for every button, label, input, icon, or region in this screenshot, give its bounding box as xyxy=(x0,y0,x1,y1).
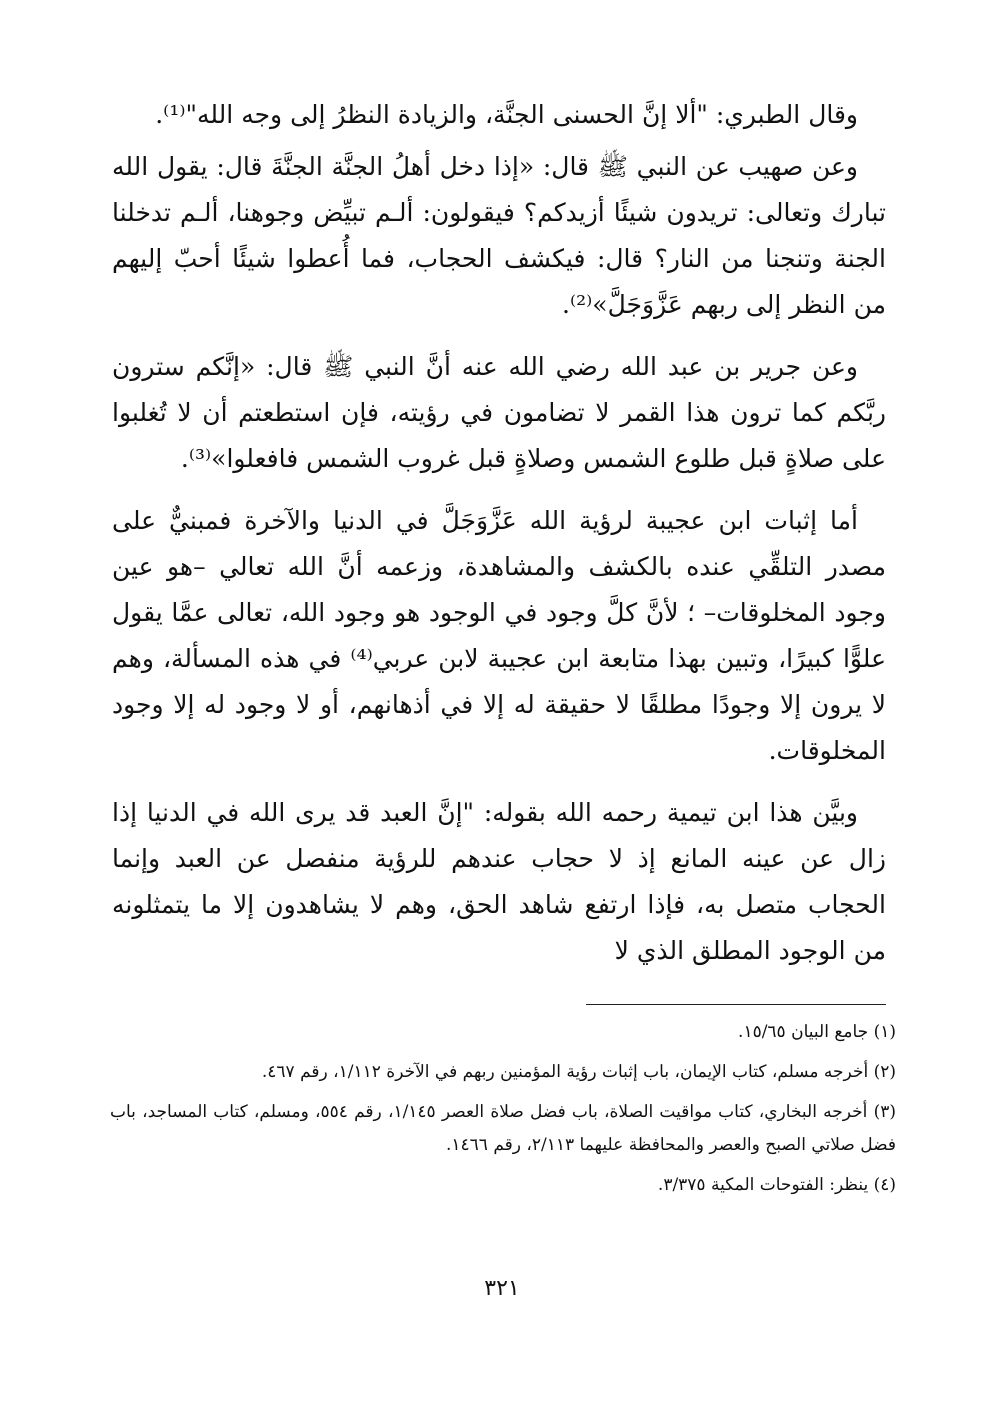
paragraph-ibn-taymiyya: وبيَّن هذا ابن تيمية رحمه الله بقوله: "إنَّ العبد قد يرى الله في الدنيا إذا زال عن عينه المانع إذ لا حجاب عندهم للرؤية منفصل عن العبد وإنما الحجاب متصل به، فإذا ارتفع شاهد الحق، وهم لا يشاهدون إلا ما يتمثلونه من الوجود المطلق الذي لا xyxy=(112,798,886,965)
paragraph-ibn-ajiba: أما إثبات ابن عجيبة لرؤية الله عَزَّوَجَلَّ في الدنيا والآخرة فمبنيٌّ على مصدر التلقِّي عنده بالكشف والمشاهدة، وزعمه أنَّ الله تعالي –هو عين وجود المخلوقات– ؛ لأنَّ كلَّ وجود في الوجود هو وجود الله، تعالى عمَّا يقول علوًّا كبيرًا، وتبين بهذا متابعة ابن عجيبة لابن عربي⁽⁴⁾ في هذه المسألة، وهم لا يرون إلا وجودًا مطلقًا لا حقيقة له إلا في أذهانهم، أو لا وجود له إلا وجود المخلوقات. xyxy=(112,506,886,765)
footnotes xyxy=(110,1016,896,1209)
footnote-4: (٤) ينظر: الفتوحات المكية ٣/٣٧٥. xyxy=(657,1175,896,1195)
paragraph-jarir-hadith: وعن جرير بن عبد الله رضي الله عنه أنَّ النبي ﷺ قال: «إنَّكم سترون ربَّكم كما ترون هذا القمر لا تضامون في رؤيته، فإن استطعتم أن لا تُغلبوا على صلاةٍ قبل طلوع الشمس وصلاةٍ قبل غروب الشمس فافعلوا»⁽³⁾. xyxy=(112,352,886,473)
page-number: ٣٢١ xyxy=(484,1276,520,1301)
paragraph-suhaib-hadith: وعن صهيب عن النبي ﷺ قال: «إذا دخل أهلُ الجنَّة الجنَّةَ قال: يقول الله تبارك وتعالى: تريدون شيئًا أزيدكم؟ فيقولون: ألـم تبيِّض وجوهنا، ألـم تدخلنا الجنة وتنجنا من النار؟ قال: فيكشف الحجاب، فما أُعطوا شيئًا أحبّ إليهم من النظر إلى ربهم عَزَّوَجَلَّ»⁽²⁾. xyxy=(112,152,886,319)
main-text xyxy=(112,92,886,974)
footnote-divider xyxy=(586,1004,886,1005)
footnote-3: (٣) أخرجه البخاري، كتاب مواقيت الصلاة، باب فضل صلاة العصر ١/١٤٥، رقم ٥٥٤، ومسلم، كتاب المساجد، باب فضل صلاتي الصبح والعصر والمحافظة عليهما ٢/١١٣، رقم ١٤٦٦. xyxy=(110,1102,896,1155)
footnote-1: (١) جامع البيان ١٥/٦٥. xyxy=(738,1022,896,1042)
paragraph-tabari-quote: وقال الطبري: "ألا إنَّ الحسنى الجنَّة، والزيادة النظرُ إلى وجه الله"⁽¹⁾. xyxy=(155,100,858,129)
footnote-2: (٢) أخرجه مسلم، كتاب الإيمان، باب إثبات رؤية المؤمنين ربهم في الآخرة ١/١١٢، رقم ٤٦٧. xyxy=(261,1062,896,1082)
